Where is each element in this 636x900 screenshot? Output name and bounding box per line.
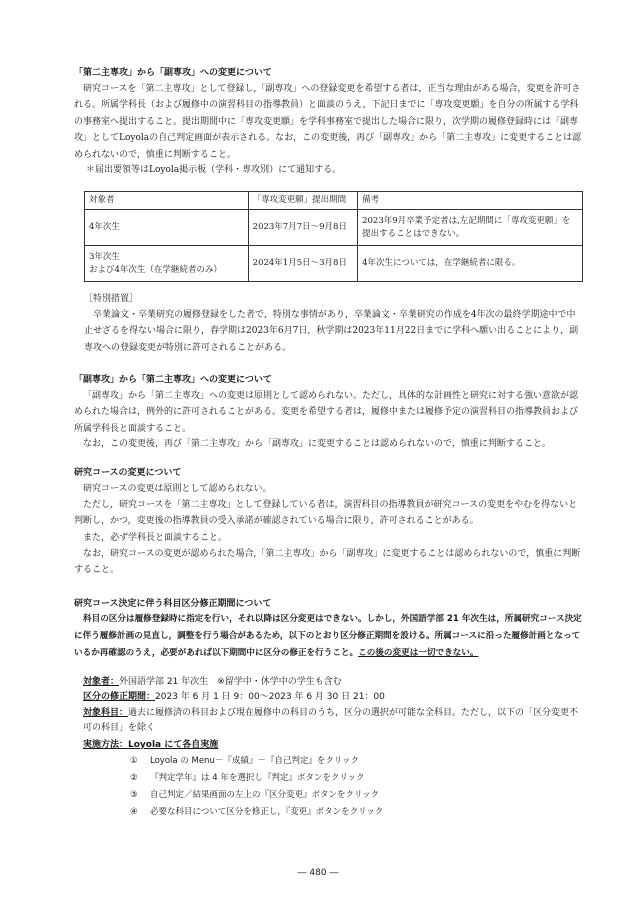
table-cell — [85, 246, 249, 282]
step-text: 『判定学年』は 4 年を選択し『判定』ボタンをクリック — [150, 773, 365, 783]
section-paragraph — [74, 611, 584, 662]
subject-label: 対象科目： — [83, 708, 129, 718]
section-paragraph: 研究コースを「第二主専攻」として登録し,「副専攻」への登録変更を希望する者は，正当な理由がある場合，変更を許可される。所属学科長（および履修中の演習科目の指導教員）と面談のうえ，下記日までに「専攻変更願」を自分の所属する学科の事務室へ提出すること。提出期間中に「専攻変更願」を学科事務室で提出した場合に限り，次学期の履修登録時には「副専攻」としてLoyolaの自己判定画面が表示される。なお，この変更後，再び「副専攻」から「第二主専攻」に変更することは認められないので，慎重に判断すること。 — [74, 84, 582, 160]
method-label: 実施方法：Loyola にて各自実施 — [83, 740, 219, 750]
period-line — [83, 690, 385, 704]
step-number: ② — [130, 773, 138, 783]
step-number: ③ — [130, 790, 138, 800]
step-text: Loyola の Menu－『成績』－『自己判定』をクリック — [150, 756, 359, 766]
list-item — [130, 788, 379, 802]
step-text: 自己判定／結果画面の左上の『区分変更』ボタンをクリック — [150, 790, 380, 800]
table-header-cell: 「専攻変更願」提出期間 — [248, 192, 357, 210]
table-cell: 2023年7月7日～9月8日 — [248, 210, 357, 246]
table-cell-line: および4年次生（在学継続者のみ） — [89, 264, 222, 275]
list-item — [130, 771, 364, 785]
underlined-warning: この後の変更は一切できない。 — [358, 648, 479, 658]
method-line — [83, 738, 218, 752]
special-measure-label: ［特別措置］ — [84, 294, 139, 304]
section-heading-minor-to-second-major: 「副専攻」から「第二主専攻」への変更について — [74, 375, 272, 385]
section-heading-category-correction: 研究コース決定に伴う科目区分修正期間について — [74, 599, 272, 609]
table-cell-line: 3年次生 — [89, 251, 120, 262]
section-paragraph: なお，研究コースの変更が認められた場合,「第二主専攻」から「副専攻」に変更することは認められないので，慎重に判断すること。 — [74, 549, 581, 576]
table-cell: 2023年9月卒業予定者は,左記期間に「専攻変更願」を提出することはできない。 — [358, 210, 583, 246]
notice-note: ＊届出要領等はLoyola掲示板（学科・専攻別）にて通知する。 — [86, 165, 342, 175]
section-heading-second-major-to-minor: 「第二主専攻」から「副専攻」への変更について — [74, 68, 272, 78]
table-cell: 4年次生 — [85, 210, 249, 246]
section-heading-course-change: 研究コースの変更について — [74, 468, 182, 478]
section-paragraph: ただし，研究コースを「第二主専攻」として登録している者は，演習科目の指導教員が研究コースの変更をやむを得ないと判断し，かつ，変更後の指導教員の受入承諾が確認されている場合に限り，許可されることがある。 — [74, 500, 578, 527]
submission-period-table — [84, 191, 583, 282]
section-paragraph: なお，この変更後，再び「第二主専攻」から「副専攻」に変更することは認められないので，慎重に判断すること。 — [83, 439, 551, 449]
period-label: 区分の修正期間： — [83, 692, 156, 702]
section-paragraph: 研究コースの変更は原則として認められない。 — [83, 484, 272, 494]
table-header-cell: 備考 — [358, 192, 583, 210]
section-paragraph: また，必ず学科長と面談すること。 — [83, 533, 228, 543]
table-header-row — [85, 192, 583, 210]
page-number: ― 480 ― — [297, 868, 339, 878]
list-item — [130, 754, 359, 768]
table-row — [85, 246, 583, 282]
target-line — [83, 675, 342, 689]
subject-line — [83, 706, 583, 736]
paragraph-text: 科目の区分は履修登録時に指定を行い，それ以降は区分変更はできない。しかし，外国語学部 21 年次生は，所属研究コース決定に伴う履修計画の見直し，調整を行う場合があるため，以下のとおり区分修正期間を設ける。所属コースに沿った履修計画となっているか再確認のうえ，必要があれば以下期間中に区分の修正を行うこと。 — [74, 614, 582, 658]
subject-value: 過去に履修済の科目および現在履修中の科目のうち，区分の選択が可能な全科目。ただし，以下の「区分変更不可の科目」を除く — [83, 708, 579, 733]
period-value: 2023 年 6 月 1 日 9：00～2023 年 6 月 30 日 21：00 — [155, 692, 385, 702]
table-cell: 2024年1月5日～3月8日 — [248, 246, 357, 282]
step-number: ④ — [130, 807, 138, 817]
step-text: 必要な科目について区分を修正し，『変更』ボタンをクリック — [150, 807, 384, 817]
special-measure-paragraph: 卒業論文・卒業研究の履修登録をした者で，特別な事情があり，卒業論文・卒業研究の作成を4年次の最終学期途中で中止せざるを得ない場合に限り，春学期は2023年6月7日，秋学期は2023年11月22日までに学科へ願い出ることにより，副専攻への登録変更が特別に許可されることがある。 — [84, 310, 579, 353]
table-header-cell: 対象者 — [85, 192, 249, 210]
section-paragraph: 「副専攻」から「第二主専攻」への変更は原則として認められない。ただし，具体的な計画性と研究に対する強い意欲が認められた場合は，例外的に許可されることがある。変更を希望する者は，履修中または履修予定の演習科目の指導教員および所属学科長と面談すること。 — [74, 391, 579, 434]
table-cell: 4年次生については，在学継続者に限る。 — [358, 246, 583, 282]
target-label: 対象者： — [83, 677, 120, 687]
list-item — [130, 805, 383, 819]
target-value: 外国語学部 21 年次生 ※留学中・休学中の学生も含む — [119, 677, 342, 687]
step-number: ① — [130, 756, 138, 766]
table-row — [85, 210, 583, 246]
